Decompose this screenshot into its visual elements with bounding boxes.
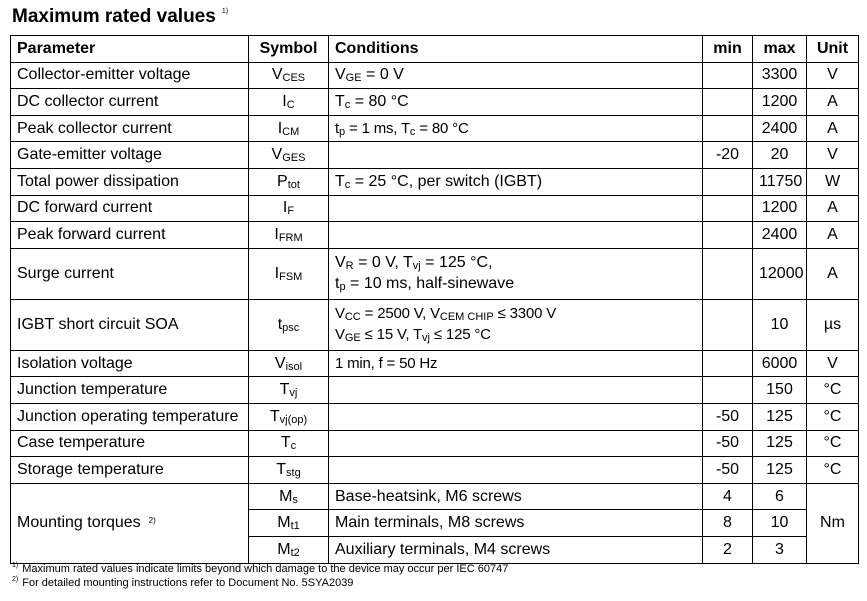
parameter-cell: Peak forward current (11, 222, 249, 249)
symbol-cell (249, 483, 329, 510)
condition-text: = 0 V, T (353, 253, 413, 271)
symbol-cell (249, 142, 329, 169)
max-cell: 6000 (753, 350, 807, 377)
symbol-text: T (276, 460, 287, 478)
footnote-1 (12, 563, 508, 575)
unit-cell: A (807, 222, 859, 249)
table-row (11, 248, 859, 299)
min-cell (703, 115, 753, 142)
condition-subscript: c (409, 125, 416, 138)
parameter-cell: Total power dissipation (11, 168, 249, 195)
footnote-mark: 2) (12, 576, 19, 583)
symbol-subscript: t2 (290, 546, 300, 559)
conditions-cell (329, 248, 703, 299)
max-cell: 12000 (753, 248, 807, 299)
condition-line (335, 253, 696, 274)
symbol-text: V (271, 66, 283, 84)
conditions-cell (329, 115, 703, 142)
footnote-text: Maximum rated values indicate limits beyond which damage to the device may occur per IEC 60747 (22, 563, 509, 575)
column-header: min (703, 36, 753, 63)
table-row (11, 168, 859, 195)
max-cell: 150 (753, 377, 807, 404)
symbol-cell (249, 195, 329, 222)
condition-line (335, 304, 696, 325)
parameter-cell: Surge current (11, 248, 249, 299)
min-cell: -20 (703, 142, 753, 169)
condition-subscript: GE (344, 331, 361, 344)
condition-line (335, 325, 696, 346)
conditions-cell (329, 142, 703, 169)
symbol-subscript: vj(op) (279, 413, 308, 426)
parameter-cell: Case temperature (11, 430, 249, 457)
condition-text: = 0 V (361, 66, 404, 84)
max-cell: 11750 (753, 168, 807, 195)
unit-cell: A (807, 115, 859, 142)
title-text: Maximum rated values (12, 6, 216, 27)
max-cell: 1200 (753, 195, 807, 222)
table-row (11, 457, 859, 484)
min-cell: -50 (703, 403, 753, 430)
min-cell (703, 299, 753, 350)
conditions-cell (329, 62, 703, 89)
unit-cell: A (807, 195, 859, 222)
symbol-subscript: vj (289, 387, 298, 400)
column-header: Symbol (249, 36, 329, 63)
symbol-text: T (269, 407, 280, 425)
symbol-subscript: CM (282, 125, 300, 138)
symbol-subscript: stg (286, 466, 301, 479)
symbol-text: I (282, 199, 288, 217)
parameter-cell (11, 483, 249, 563)
symbol-subscript: CES (282, 72, 306, 85)
unit-cell: W (807, 168, 859, 195)
min-cell (703, 168, 753, 195)
table-header-row (11, 36, 859, 63)
conditions-cell (329, 377, 703, 404)
condition-text: = 1 ms, T (345, 119, 410, 137)
condition-text: t (335, 274, 340, 292)
min-cell: -50 (703, 457, 753, 484)
condition-text: = 80 °C (350, 92, 409, 110)
symbol-text: I (277, 119, 283, 137)
condition-subscript: CC (344, 310, 361, 323)
unit-cell: °C (807, 430, 859, 457)
max-cell: 125 (753, 430, 807, 457)
table-row (11, 142, 859, 169)
conditions-cell (329, 457, 703, 484)
symbol-cell (249, 350, 329, 377)
condition-subscript: CEM CHIP (439, 310, 494, 323)
max-cell: 10 (753, 510, 807, 537)
symbol-subscript: FSM (279, 270, 303, 283)
condition-text: = 125 °C, (420, 253, 493, 271)
unit-cell: Nm (807, 483, 859, 563)
condition-text: = 2500 V, V (360, 304, 440, 322)
symbol-cell (249, 536, 329, 563)
symbol-text: t (277, 315, 283, 333)
column-header: Parameter (11, 36, 249, 63)
symbol-subscript: psc (282, 321, 300, 334)
unit-cell: V (807, 62, 859, 89)
condition-text: V (335, 66, 346, 84)
symbol-subscript: tot (287, 178, 300, 191)
parameter-cell: Junction temperature (11, 377, 249, 404)
condition-text: ≤ 125 °C (429, 325, 491, 343)
max-cell: 1200 (753, 89, 807, 116)
parameter-cell: Storage temperature (11, 457, 249, 484)
condition-subscript: vj (412, 259, 421, 272)
symbol-cell (249, 403, 329, 430)
max-cell: 2400 (753, 115, 807, 142)
unit-cell: A (807, 89, 859, 116)
symbol-cell (249, 89, 329, 116)
symbol-cell (249, 510, 329, 537)
max-cell: 6 (753, 483, 807, 510)
symbol-text: P (277, 172, 288, 190)
conditions-cell (329, 403, 703, 430)
parameter-cell: DC collector current (11, 89, 249, 116)
symbol-cell (249, 115, 329, 142)
unit-cell: °C (807, 377, 859, 404)
conditions-cell (329, 430, 703, 457)
unit-cell: °C (807, 457, 859, 484)
condition-subscript: GE (345, 72, 362, 85)
max-cell: 20 (753, 142, 807, 169)
symbol-text: V (274, 354, 286, 372)
symbol-cell (249, 430, 329, 457)
symbol-subscript: GES (282, 152, 306, 165)
min-cell (703, 377, 753, 404)
symbol-subscript: s (292, 493, 298, 506)
unit-cell: V (807, 142, 859, 169)
min-cell (703, 89, 753, 116)
parameter-cell: Junction operating temperature (11, 403, 249, 430)
column-header: Unit (807, 36, 859, 63)
min-cell: 8 (703, 510, 753, 537)
footnote-mark: 1) (12, 562, 19, 569)
table-row (11, 299, 859, 350)
condition-text: ≤ 3300 V (493, 304, 556, 322)
conditions-cell (329, 222, 703, 249)
condition-subscript: c (344, 178, 351, 191)
symbol-subscript: c (290, 440, 297, 453)
table-row (11, 377, 859, 404)
column-header: max (753, 36, 807, 63)
conditions-cell (329, 195, 703, 222)
min-cell: -50 (703, 430, 753, 457)
condition-text: = 80 °C (415, 119, 469, 137)
condition-subscript: R (345, 259, 354, 272)
symbol-text: M (277, 514, 291, 532)
symbol-subscript: F (287, 205, 295, 218)
max-cell: 3 (753, 536, 807, 563)
symbol-text: I (274, 264, 280, 282)
symbol-subscript: isol (285, 360, 303, 373)
mounting-row (11, 483, 859, 510)
parameter-cell: DC forward current (11, 195, 249, 222)
max-cell: 3300 (753, 62, 807, 89)
unit-cell: A (807, 248, 859, 299)
table-row (11, 222, 859, 249)
footnote-text: For detailed mounting instructions refer to Document No. 5SYA2039 (22, 577, 354, 589)
max-cell: 10 (753, 299, 807, 350)
symbol-cell (249, 377, 329, 404)
condition-line (335, 274, 696, 295)
conditions-cell: Base-heatsink, M6 screws (329, 483, 703, 510)
min-cell: 4 (703, 483, 753, 510)
symbol-text: T (280, 434, 291, 452)
max-cell: 125 (753, 403, 807, 430)
conditions-cell (329, 350, 703, 377)
symbol-cell (249, 299, 329, 350)
conditions-cell: Main terminals, M8 screws (329, 510, 703, 537)
footnote-2 (12, 577, 353, 589)
table-row (11, 62, 859, 89)
symbol-text: M (277, 540, 291, 558)
unit-cell: µs (807, 299, 859, 350)
condition-text: 1 min, f = 50 Hz (335, 354, 438, 372)
symbol-text: M (279, 487, 293, 505)
symbol-cell (249, 457, 329, 484)
title-footnote-ref: 1) (221, 8, 229, 15)
symbol-subscript: FRM (278, 231, 303, 244)
condition-text: V (335, 253, 346, 271)
condition-subscript: p (339, 280, 346, 293)
condition-text: V (335, 304, 345, 322)
symbol-text: V (271, 146, 283, 164)
condition-text: V (335, 325, 345, 343)
min-cell (703, 195, 753, 222)
conditions-cell: Auxiliary terminals, M4 screws (329, 536, 703, 563)
condition-subscript: c (344, 98, 351, 111)
symbol-cell (249, 222, 329, 249)
symbol-subscript: t1 (290, 520, 300, 533)
symbol-text: T (279, 381, 290, 399)
min-cell (703, 62, 753, 89)
parameter-cell: Collector-emitter voltage (11, 62, 249, 89)
condition-subscript: vj (422, 331, 430, 344)
conditions-cell (329, 299, 703, 350)
condition-text: ≤ 15 V, T (360, 325, 422, 343)
table-row (11, 430, 859, 457)
symbol-subscript: C (286, 98, 295, 111)
min-cell: 2 (703, 536, 753, 563)
symbol-text: I (282, 92, 287, 110)
unit-cell: V (807, 350, 859, 377)
condition-text: T (335, 92, 345, 110)
symbol-cell (249, 62, 329, 89)
symbol-text: I (274, 225, 279, 243)
symbol-cell (249, 248, 329, 299)
parameter-text: Mounting torques (17, 514, 141, 532)
condition-text: = 25 °C, per switch (IGBT) (350, 172, 543, 190)
column-header: Conditions (329, 36, 703, 63)
table-row (11, 115, 859, 142)
min-cell (703, 248, 753, 299)
footnote-ref: 2) (148, 516, 156, 526)
condition-text: = 10 ms, half-sinewave (345, 274, 515, 292)
min-cell (703, 222, 753, 249)
ratings-table (10, 35, 859, 564)
max-cell: 125 (753, 457, 807, 484)
condition-text: t (335, 119, 339, 137)
conditions-cell (329, 89, 703, 116)
parameter-cell: Isolation voltage (11, 350, 249, 377)
symbol-cell (249, 168, 329, 195)
table-row (11, 350, 859, 377)
table-row (11, 89, 859, 116)
parameter-cell: Peak collector current (11, 115, 249, 142)
condition-subscript: p (338, 125, 346, 138)
table-row (11, 195, 859, 222)
unit-cell: °C (807, 403, 859, 430)
section-title (12, 6, 228, 28)
parameter-cell: IGBT short circuit SOA (11, 299, 249, 350)
max-cell: 2400 (753, 222, 807, 249)
parameter-cell: Gate-emitter voltage (11, 142, 249, 169)
table-row (11, 403, 859, 430)
condition-text: T (335, 172, 345, 190)
min-cell (703, 350, 753, 377)
conditions-cell (329, 168, 703, 195)
